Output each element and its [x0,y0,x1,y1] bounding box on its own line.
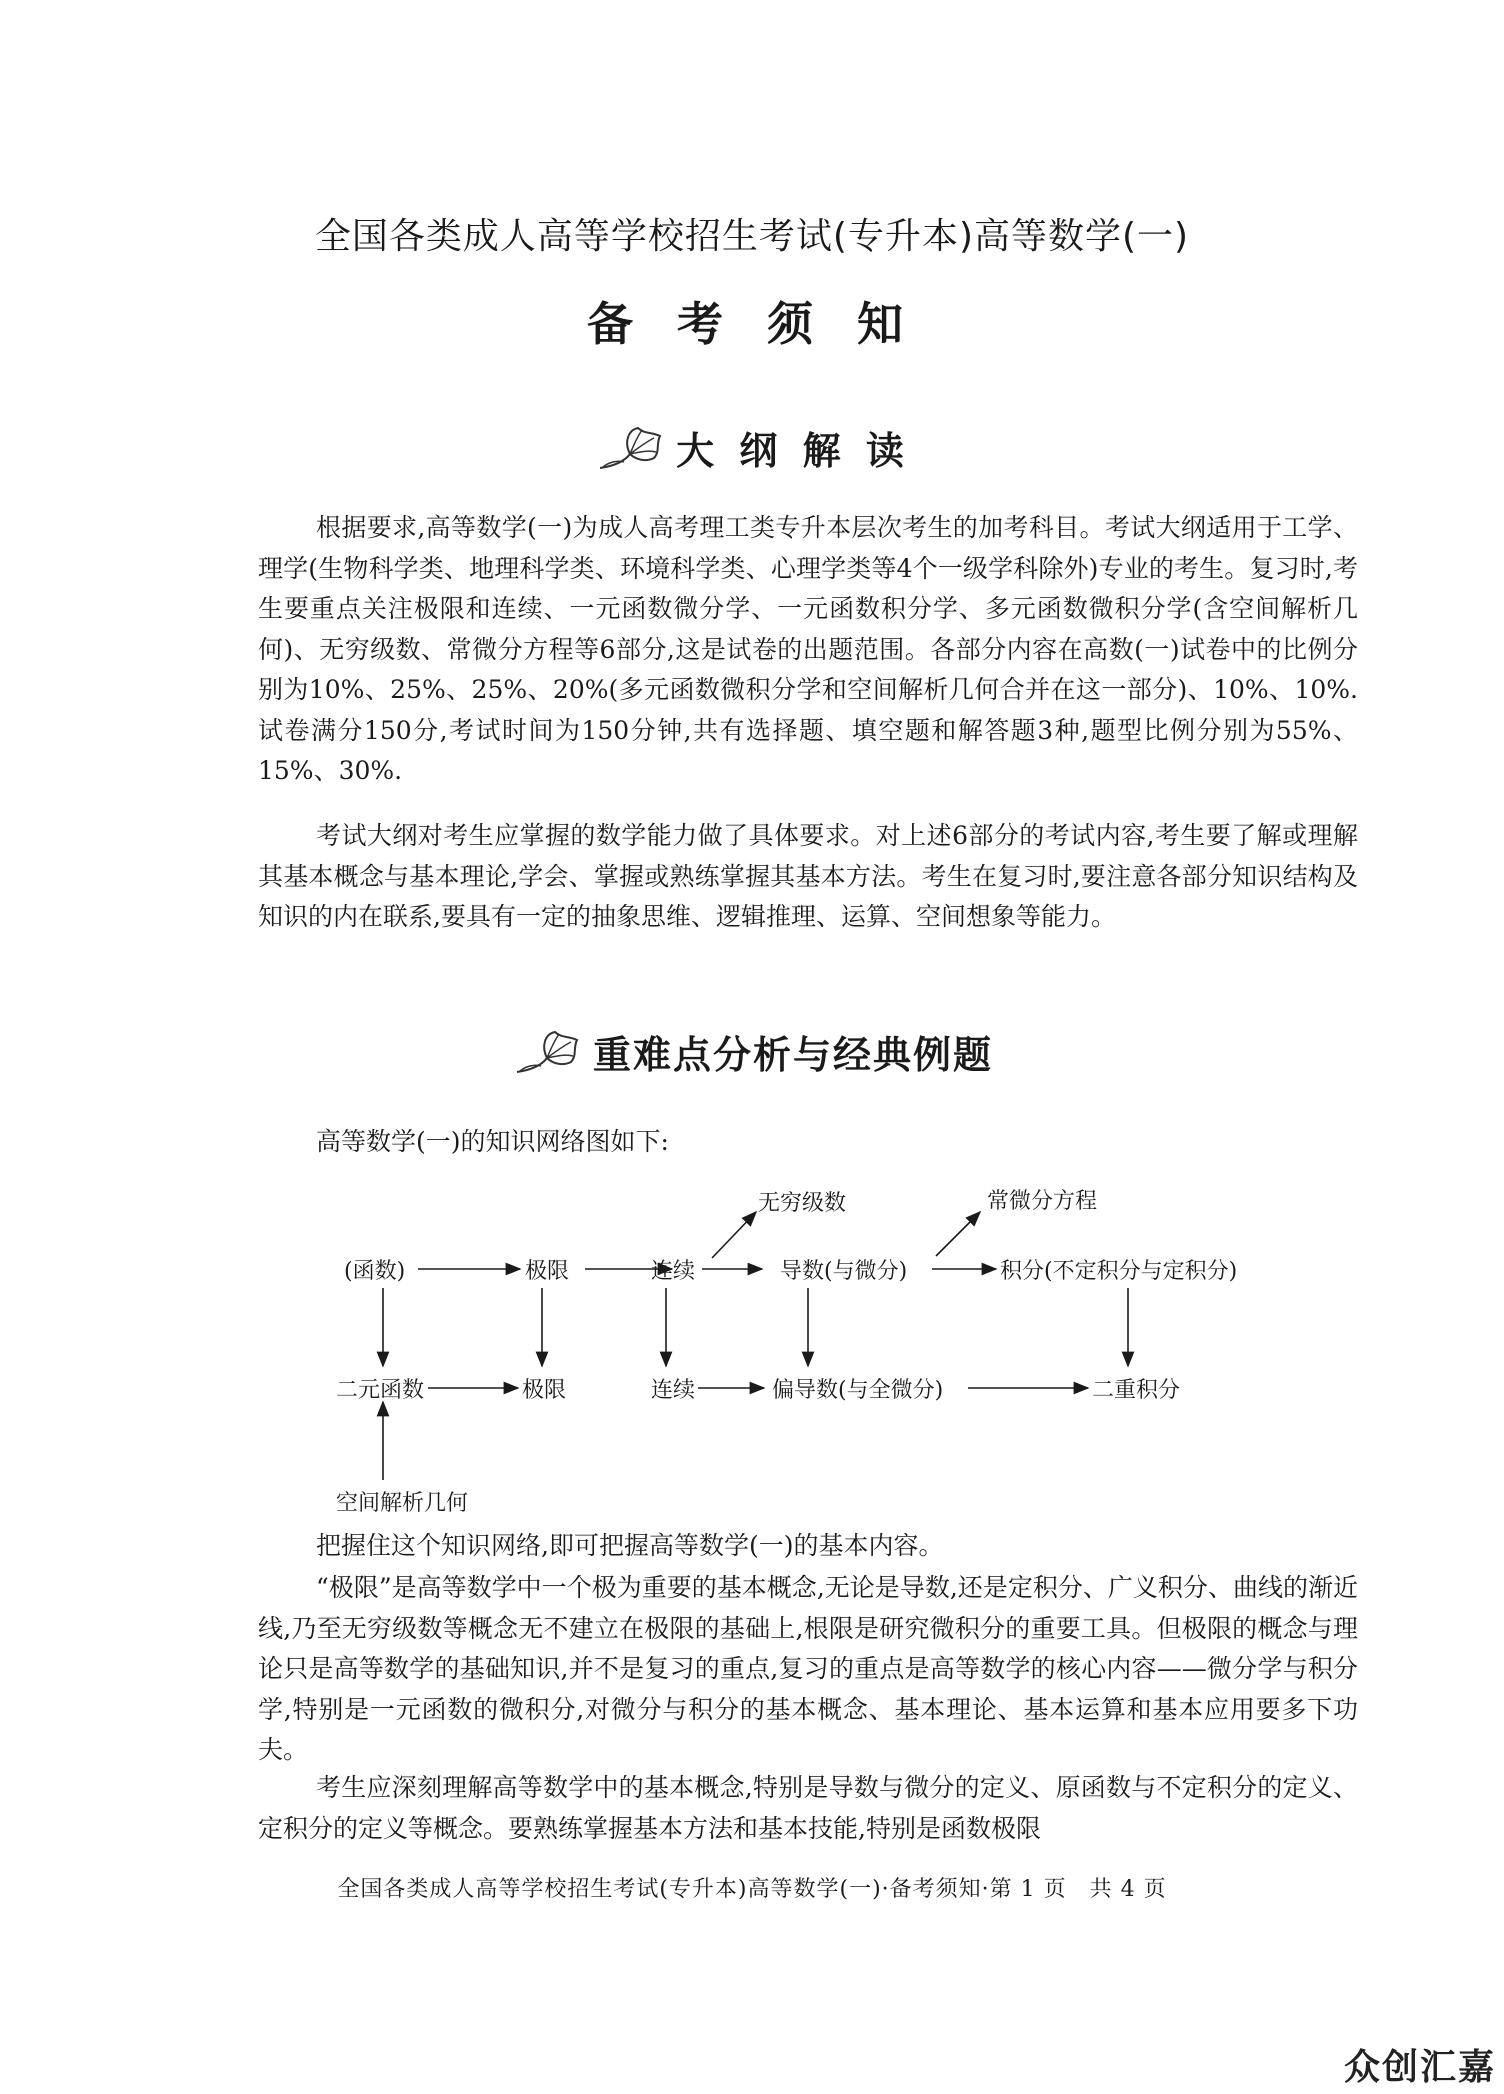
node-continuity-2: 连续 [651,1378,696,1403]
node-derivative: 导数(与微分) [780,1259,908,1284]
node-bivariate-function: 二元函数 [336,1378,425,1403]
node-partial-derivative: 偏导数(与全微分) [772,1378,944,1403]
diagram-arrows [300,1150,1400,1530]
section-heading-text: 大 纲 解 读 [676,428,910,473]
section-heading-analysis [0,1024,1504,1079]
arrow-cont-series [712,1212,756,1258]
node-function: (函数) [344,1259,406,1284]
page-footer: 全国各类成人高等学校招生考试(专升本)高等数学(一)·备考须知·第 1 页 共 4 页 [337,1877,1167,1902]
watermark-logo: 众创汇嘉 [1343,2047,1496,2088]
section-heading-outline [0,420,1504,475]
page-subtitle: 备 考 须 知 [586,297,918,351]
node-continuity: 连续 [651,1259,696,1284]
page-title: 全国各类成人高等学校招生考试(专升本)高等数学(一) [314,216,1190,257]
node-limit: 极限 [525,1259,570,1284]
node-infinite-series: 无穷级数 [758,1191,847,1216]
analysis-paragraph-1: “极限”是高等数学中一个极为重要的基本概念,无论是导数,还是定积分、广义积分、曲线的渐近线,乃至无穷级数等概念无不建立在极限的基础上,根限是研究微积分的重要工具。但极限的概念与理论只是高等数学的基础知识,并不是复习的重点,复习的重点是高等数学的核心内容——微分学与积分学,特别是一元函数的微积分,对微分与积分的基本概念、基本理论、基本运算和基本应用要多下功夫。 [258,1573,1358,1764]
after-diagram-paragraph: 把握住这个知识网络,即可把握高等数学(一)的基本内容。 [316,1531,944,1560]
outline-paragraph-1: 根据要求,高等数学(一)为成人高考理工类专升本层次考生的加考科目。考试大纲适用于工学、理学(生物科学类、地理科学类、环境科学类、心理学类等4个一级学科除外)专业的考生。复习时,考生要重点关注极限和连续、一元函数微分学、一元函数积分学、多元函数微积分学(含空间解析几何)、无穷级数、常微分方程等6部分,这是试卷的出题范围。各部分内容在高数(一)试卷中的比例分别为10%、25%、25%、20%(多元函数微积分学和空间解析几何合并在这一部分)、10%、10%.试卷满分150分,考试时间为150分钟,共有选择题、填空题和解答题3种,题型比例分别为55%、15%、30%. [258,513,1358,785]
node-analytic-geometry: 空间解析几何 [336,1491,469,1516]
node-ode: 常微分方程 [987,1189,1098,1214]
knowledge-network-diagram [300,1150,1400,1530]
diagram-intro: 高等数学(一)的知识网络图如下: [316,1127,669,1156]
node-limit-2: 极限 [522,1378,567,1403]
node-integral: 积分(不定积分与定积分) [1000,1259,1238,1284]
ginkgo-leaf-icon [594,422,666,474]
ginkgo-leaf-icon [511,1026,583,1078]
outline-paragraph-2: 考试大纲对考生应掌握的数学能力做了具体要求。对上述6部分的考试内容,考生要了解或理解其基本概念与基本理论,学会、掌握或熟练掌握其基本方法。考生在复习时,要注意各部分知识结构及知识的内在联系,要具有一定的抽象思维、逻辑推理、运算、空间想象等能力。 [258,821,1358,931]
analysis-paragraph-2: 考生应深刻理解高等数学中的基本概念,特别是导数与微分的定义、原函数与不定积分的定义、定积分的定义等概念。要熟练掌握基本方法和基本技能,特别是函数极限 [258,1773,1358,1843]
node-double-integral: 二重积分 [1092,1378,1181,1403]
section-heading-text: 重难点分析与经典例题 [592,1032,993,1077]
arrow-deriv-ode [936,1212,980,1256]
